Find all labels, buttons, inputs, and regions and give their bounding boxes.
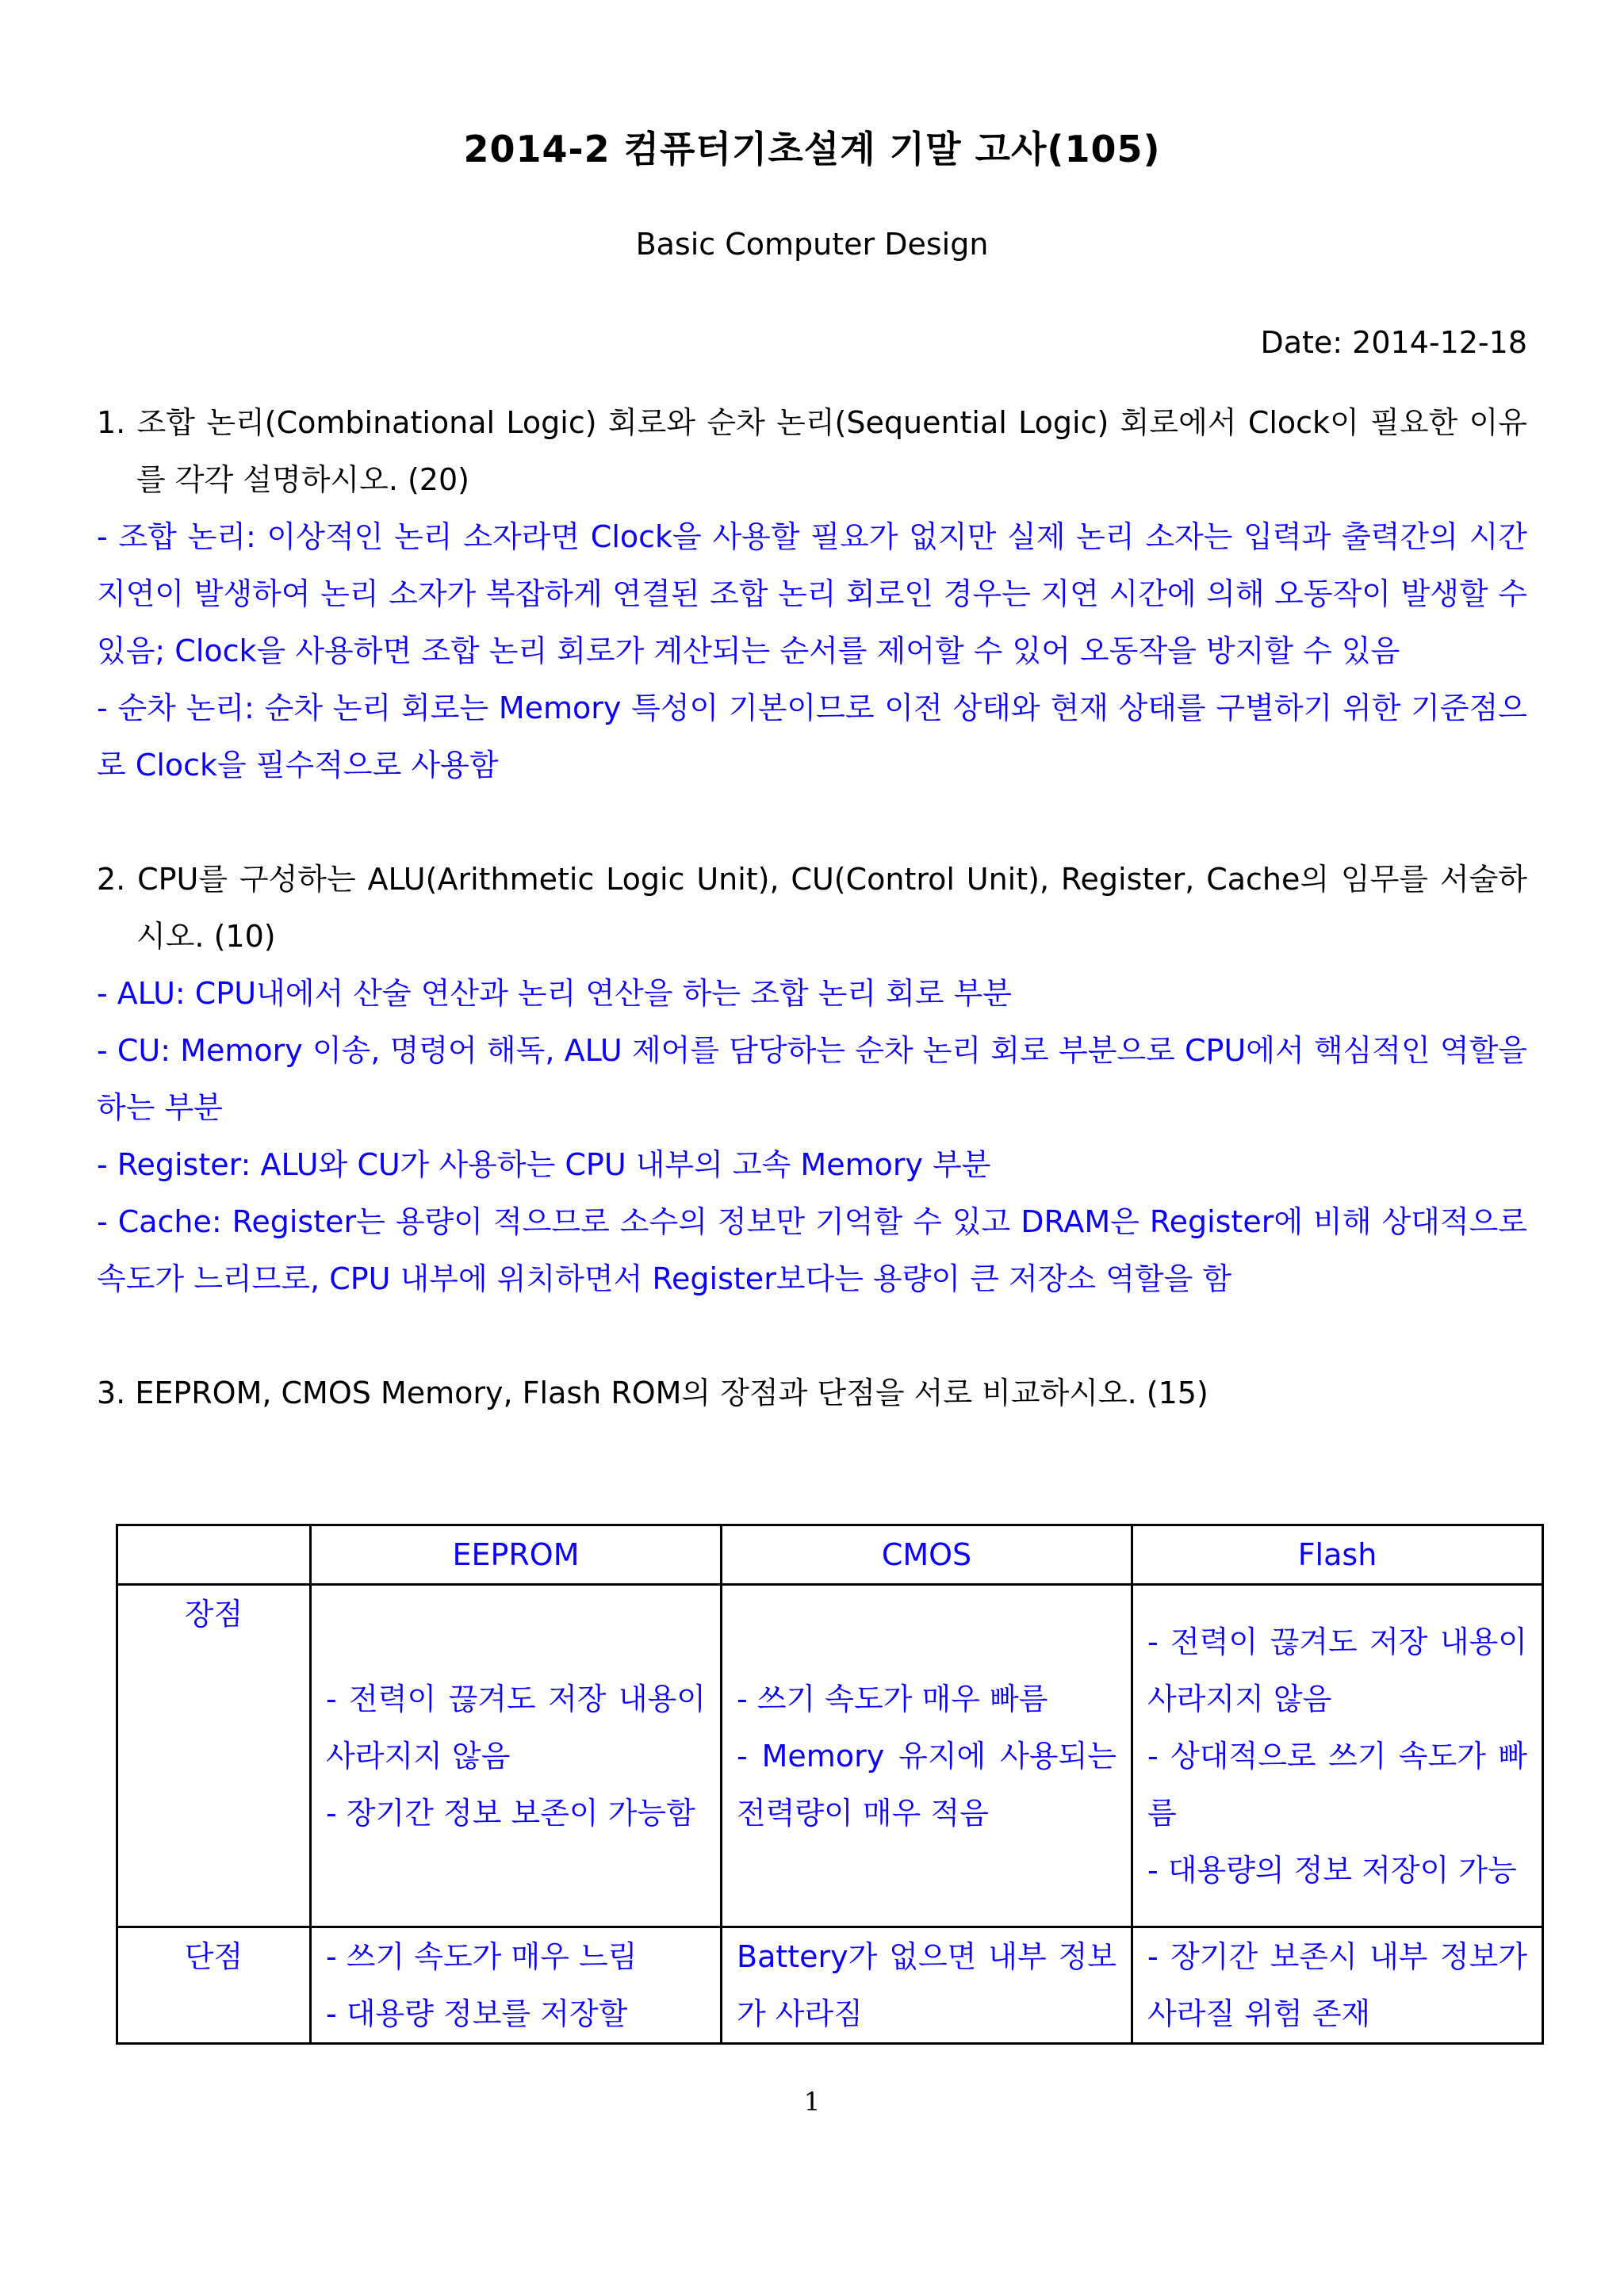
- table-header-empty: [117, 1525, 311, 1585]
- cell-line: - 장기간 정보 보존이 가능함: [326, 1795, 695, 1831]
- answer-2-alu: - ALU: CPU내에서 산술 연산과 논리 연산을 하는 조합 논리 회로 부분: [97, 976, 1013, 1011]
- cell-line: - 상대적으로 쓰기 속도가 빠름: [1147, 1738, 1527, 1831]
- cell-cmos-advantages: [722, 1585, 1132, 1927]
- cell-line: Battery가 없으면 내부 정보가 사라짐: [737, 1939, 1116, 2031]
- exam-content: [97, 394, 1527, 1422]
- answer-2-cu: - CU: Memory 이송, 명령어 해독, ALU 제어를 담당하는 순차 논리 회로 부분으로 CPU에서 핵심적인 역할을 하는 부분: [97, 1033, 1527, 1125]
- table-row-advantages: [117, 1585, 1543, 1927]
- table-header-row: [117, 1525, 1543, 1585]
- page-number: 1: [803, 2087, 821, 2117]
- table-header-cmos: CMOS: [722, 1525, 1132, 1585]
- cell-line: - 장기간 보존시 내부 정보가 사라질 위험 존재: [1147, 1939, 1527, 2031]
- question-3: 3. EEPROM, CMOS Memory, Flash ROM의 장점과 단점을 서로 비교하시오. (15): [97, 1376, 1208, 1410]
- answer-2-cache: - Cache: Register는 용량이 적으므로 소수의 정보만 기억할 수 있고 DRAM은 Register에 비해 상대적으로 속도가 느리므로, CPU 내부에 위치하면서 Register보다는 용량이 큰 저장소 역할을 함: [97, 1204, 1527, 1296]
- answer-1-sequential: - 순차 논리: 순차 논리 회로는 Memory 특성이 기본이므로 이전 상태와 현재 상태를 구별하기 위한 기준점으로 Clock을 필수적으로 사용함: [97, 691, 1527, 783]
- cell-line: - 전력이 끊겨도 저장 내용이 사라지지 않음: [1147, 1624, 1527, 1716]
- exam-title: 2014-2 컴퓨터기초설계 기말 고사(105): [463, 128, 1161, 170]
- cell-line: - 쓰기 속도가 매우 느림: [326, 1939, 638, 1974]
- table-header-eeprom: EEPROM: [311, 1525, 722, 1585]
- table-row-disadvantages: [117, 1927, 1543, 2044]
- cell-line: - 전력이 끊겨도 저장 내용이 사라지지 않음: [326, 1681, 706, 1774]
- cell-eeprom-disadvantages: [311, 1927, 722, 2044]
- cell-cmos-disadvantages: [722, 1927, 1132, 2044]
- memory-comparison-table: [116, 1524, 1544, 2045]
- row-label-advantages: 장점: [117, 1585, 311, 1927]
- answer-1-combinational: - 조합 논리: 이상적인 논리 소자라면 Clock을 사용할 필요가 없지만 실제 논리 소자는 입력과 출력간의 시간 지연이 발생하여 논리 소자가 복잡하게 연결된 조합 논리 회로인 경우는 지연 시간에 의해 오동작이 발생할 수 있음; Clock을 사용하면 조합 논리 회로가 계산되는 순서를 제어할 수 있어 오동작을 방지할 수 있음: [97, 519, 1527, 668]
- cell-eeprom-advantages: [311, 1585, 722, 1927]
- cell-flash-disadvantages: [1132, 1927, 1543, 2044]
- cell-line: - 쓰기 속도가 매우 빠름: [737, 1681, 1048, 1716]
- exam-subtitle: Basic Computer Design: [635, 227, 989, 262]
- question-1: 1. 조합 논리(Combinational Logic) 회로와 순차 논리(Sequential Logic) 회로에서 Clock이 필요한 이유를 각각 설명하시오. (20): [97, 405, 1527, 497]
- cell-line: - Memory 유지에 사용되는 전력량이 매우 적음: [737, 1738, 1116, 1831]
- exam-date: Date: 2014-12-18: [1260, 325, 1527, 360]
- cell-line: - 대용량의 정보 저장이 가능: [1147, 1852, 1517, 1888]
- row-label-disadvantages: 단점: [117, 1927, 311, 2044]
- table-header-flash: Flash: [1132, 1525, 1543, 1585]
- cell-line: - 대용량 정보를 저장할: [326, 1996, 628, 2031]
- answer-2-register: - Register: ALU와 CU가 사용하는 CPU 내부의 고속 Memory 부분: [97, 1147, 991, 1182]
- cell-flash-advantages: [1132, 1585, 1543, 1927]
- question-2: 2. CPU를 구성하는 ALU(Arithmetic Logic Unit), CU(Control Unit), Register, Cache의 임무를 서술하시오. (10): [97, 862, 1527, 954]
